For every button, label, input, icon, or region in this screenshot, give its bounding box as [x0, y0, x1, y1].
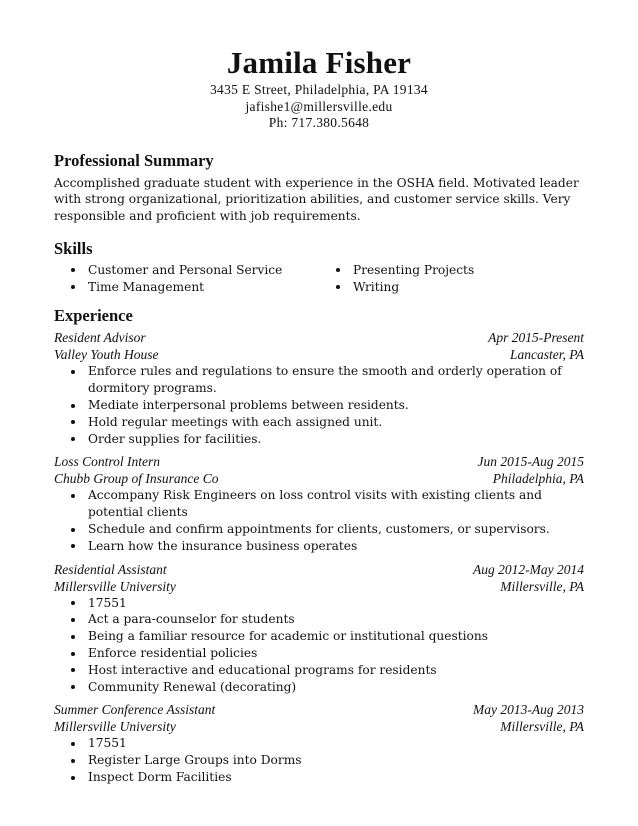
job-bullet: Learn how the insurance business operates: [54, 538, 584, 555]
job-dates: Apr 2015-Present: [488, 330, 584, 346]
experience-title: Experience: [54, 306, 133, 326]
summary-title: Professional Summary: [54, 150, 214, 170]
summary-section: [54, 151, 584, 225]
job-title: Summer Conference Assistant: [54, 702, 216, 718]
job-dates: Aug 2012-May 2014: [473, 561, 584, 577]
job-location: Millersville, PA: [500, 719, 584, 735]
job-bullet: 17551: [54, 595, 584, 612]
job-bullet: Community Renewal (decorating): [54, 679, 584, 696]
job-company: Millersville University: [54, 719, 176, 735]
job-bullets: [54, 735, 584, 785]
job-location: Philadelphia, PA: [492, 471, 584, 487]
skills-title: Skills: [54, 238, 93, 258]
job-title: Loss Control Intern: [54, 454, 161, 470]
job-bullet: Enforce residential policies: [54, 645, 584, 662]
job-entry: [54, 561, 584, 696]
job-bullet: Accompany Risk Engineers on loss control visits with existing clients and potential clients: [54, 487, 584, 521]
job-bullets: [54, 487, 584, 554]
job-bullet: Host interactive and educational programs for residents: [54, 662, 584, 679]
resume-header: [54, 0, 584, 132]
job-location: Lancaster, PA: [509, 347, 584, 363]
skills-column-left: [54, 262, 319, 296]
job-bullet: Hold regular meetings with each assigned unit.: [54, 414, 584, 431]
skill-item: Presenting Projects: [319, 262, 584, 279]
email: jafishe1@millersville.edu: [245, 98, 393, 114]
job-title: Residential Assistant: [54, 561, 167, 577]
job-title: Resident Advisor: [54, 330, 146, 346]
experience-section: [54, 306, 584, 785]
job-company: Chubb Group of Insurance Co: [54, 471, 219, 487]
skill-item: Time Management: [54, 279, 319, 296]
job-company: Millersville University: [54, 578, 176, 594]
skills-list: [54, 262, 584, 296]
job-location: Millersville, PA: [500, 578, 584, 594]
job-bullet: 17551: [54, 735, 584, 752]
job-bullets: [54, 363, 584, 447]
job-bullet: Being a familiar resource for academic or institutional questions: [54, 628, 584, 645]
job-company: Valley Youth House: [54, 347, 159, 363]
job-bullet: Order supplies for facilities.: [54, 431, 584, 448]
job-dates: Jun 2015-Aug 2015: [477, 454, 584, 470]
job-entry: [54, 701, 584, 785]
job-dates: May 2013-Aug 2013: [473, 702, 584, 718]
skills-section: [54, 239, 584, 296]
phone: Ph: 717.380.5648: [268, 115, 370, 130]
job-bullet: Register Large Groups into Dorms: [54, 752, 584, 769]
job-bullet: Schedule and confirm appointments for clients, customers, or supervisors.: [54, 521, 584, 538]
skill-item: Writing: [319, 279, 584, 296]
summary-text: Accomplished graduate student with experience in the OSHA field. Motivated leader with strong organizational, prioritization abilities, and customer service skills. Very responsible and proficient with job requirements.: [54, 175, 579, 224]
candidate-name: Jamila Fisher: [226, 45, 412, 80]
skills-column-right: [319, 262, 584, 296]
job-entry: [54, 329, 584, 447]
skill-item: Customer and Personal Service: [54, 262, 319, 279]
job-bullet: Enforce rules and regulations to ensure the smooth and orderly operation of dormitory programs.: [54, 363, 584, 397]
job-entry: [54, 453, 584, 554]
job-bullet: Mediate interpersonal problems between residents.: [54, 397, 584, 414]
job-bullet: Act a para-counselor for students: [54, 611, 584, 628]
job-bullets: [54, 595, 584, 696]
job-bullet: Inspect Dorm Facilities: [54, 769, 584, 786]
address: 3435 E Street, Philadelphia, PA 19134: [210, 82, 428, 97]
